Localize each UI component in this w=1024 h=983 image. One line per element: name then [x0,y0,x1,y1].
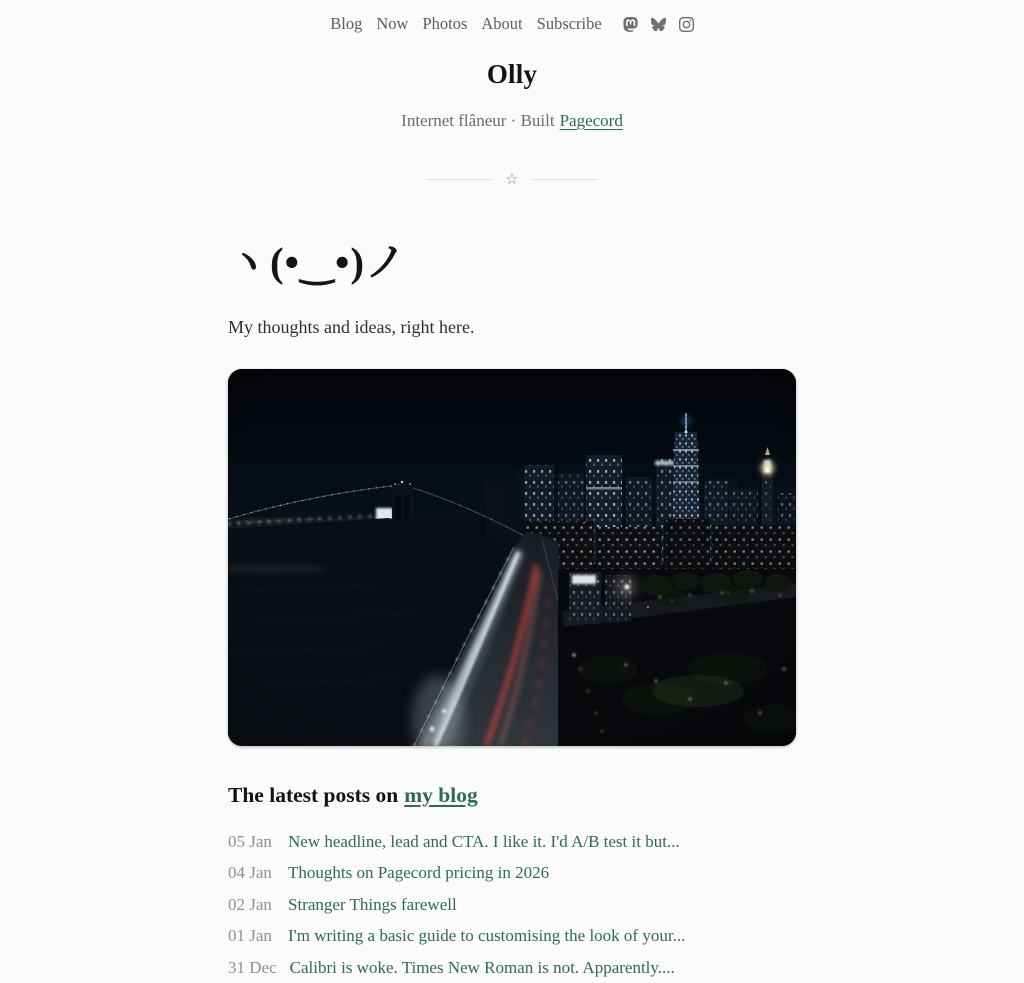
mastodon-icon [623,17,638,32]
tagline: My thoughts and ideas, right here. [228,317,475,337]
post-row [228,826,796,858]
posts-heading-text: The latest posts on [228,783,399,807]
post-row [228,857,796,889]
post-row [228,952,796,983]
post-row [228,889,796,921]
mastodon-link[interactable] [623,17,638,32]
post-title-link[interactable]: Stranger Things farewell [288,894,457,914]
post-title-link[interactable]: I'm writing a basic guide to customising the look of your... [288,926,686,946]
kaomoji-heading: ヽ(•‿•)ノ [228,239,407,285]
post-date: 05 Jan [228,831,272,851]
divider-line-left [426,179,492,180]
top-nav [228,14,796,34]
nav-link-subscribe[interactable]: Subscribe [536,14,602,33]
posts-heading [228,783,796,808]
bluesky-link[interactable] [651,17,666,32]
pagecord-link[interactable]: Pagecord [559,111,623,130]
page [228,0,796,983]
star-divider [228,172,796,187]
subtitle-text: Internet flâneur · Built [401,111,555,130]
instagram-link[interactable] [679,17,694,32]
post-date: 04 Jan [228,863,272,883]
post-title-link[interactable]: Thoughts on Pagecord pricing in 2026 [288,863,550,883]
post-title-link[interactable]: Calibri is woke. Times New Roman is not. Apparently.... [289,957,675,977]
post-date: 31 Dec [228,957,277,977]
divider-line-right [532,179,598,180]
post-title-link[interactable]: New headline, lead and CTA. I like it. I'd A/B test it but... [288,831,680,851]
site-title: Olly [486,59,538,89]
nyc-night-illustration [228,369,796,746]
post-date: 02 Jan [228,894,272,914]
nav-link-now[interactable]: Now [376,14,409,33]
nav-link-blog[interactable]: Blog [330,14,363,33]
nav-link-about[interactable]: About [481,14,523,33]
post-date: 01 Jan [228,926,272,946]
star-icon: ☆ [505,170,519,188]
hero-photo [228,369,796,746]
post-row [228,920,796,952]
nav-link-photos[interactable]: Photos [422,14,468,33]
site-subtitle [228,111,796,131]
vignette [228,369,796,746]
my-blog-link[interactable]: my blog [404,783,478,807]
post-list [228,826,796,983]
social-links [623,17,694,32]
bluesky-icon [651,17,666,32]
instagram-icon [679,17,694,32]
